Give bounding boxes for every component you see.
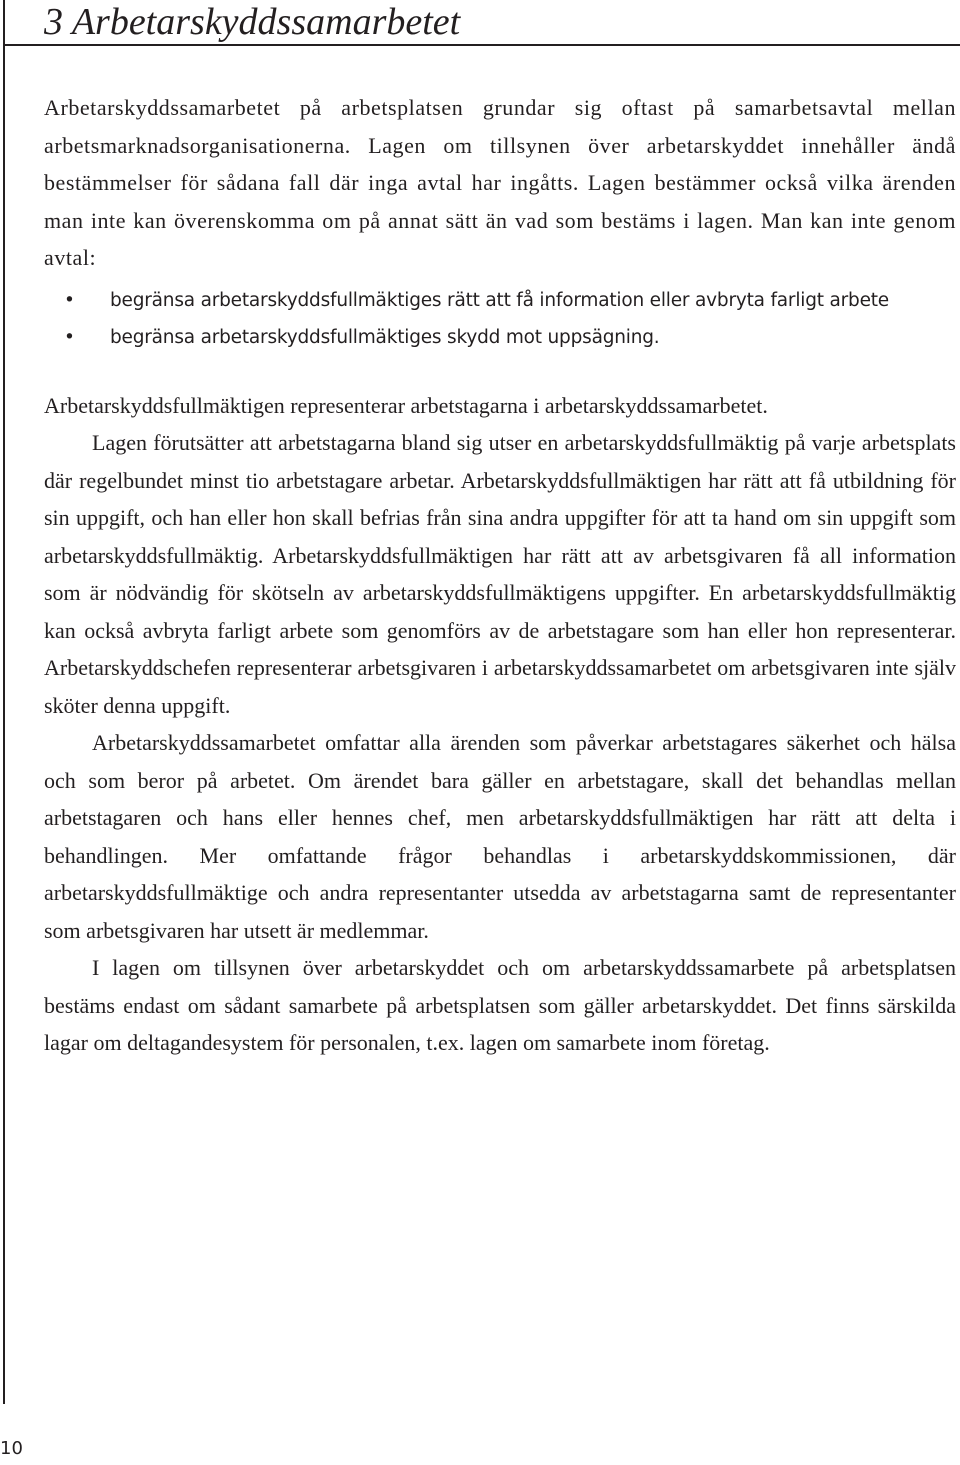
list-item xyxy=(44,284,956,319)
representative-paragraph: Arbetarskyddsfullmäktigen representerar arbetstagarna i arbetarskyddssamarbetet. xyxy=(44,392,768,418)
appointment-paragraph: Lagen förutsätter att arbetstagarna bland sig utser en arbetarskyddsfullmäktig på varje arbetsplats där regelbundet minst tio arbetstagare arbetar. Arbetarskyddsfullmäktigen har rätt att få utbildning för sin uppgift, och han eller hon skall befrias från sina andra uppgifter för att ta hand om sin uppgift som arbetarskyddsfullmäktig. Arbetarskyddsfullmäktigen har rätt att av arbetsgivaren få all information som är nödvändig för skötseln av arbetarskyddsfullmäktigens uppgifter. En arbetarskyddsfullmäktig kan också avbryta farligt arbete som genomförs av de arbetstagare som han eller hon representerar. Arbetarskyddschefen representerar arbetsgivaren i arbetarskyddssamarbetet om arbetsgivaren inte själv sköter denna uppgift. xyxy=(44,430,956,718)
margin-rule-vertical xyxy=(3,0,5,1404)
header-rule-horizontal xyxy=(3,44,960,46)
intro-paragraph: Arbetarskyddssamarbetet på arbetsplatsen grundar sig oftast på samarbetsavtal mellan arbetsmarknadsorganisationerna. Lagen om tillsynen över arbetarskyddet innehåller ändå bestämmelser för sådana fall där inga avtal har ingåtts. Lagen bestämmer också vilka ärenden man inte kan överenskomma om på annat sätt än vad som bestäms i lagen. Man kan inte genom avtal: xyxy=(44,95,956,270)
bullet-icon: • xyxy=(64,289,75,311)
page-body xyxy=(44,89,956,1062)
restriction-list xyxy=(44,284,956,356)
scope-paragraph: Arbetarskyddssamarbetet omfattar alla ärenden som påverkar arbetstagares säkerhet och hälsa och som beror på arbetet. Om ärendet bara gäller en arbetstagare, skall det behandlas mellan arbetstagaren och hans eller hennes chef, men arbetarskyddsfullmäktigen har rätt att delta i behandlingen. Mer omfattande frågor behandlas i arbetarskyddskommissionen, där arbetarskyddsfullmäktige och andra representanter utsedda av arbetstagarna samt de representanter som arbetsgivaren har utsett är medlemmar. xyxy=(44,730,956,943)
list-item xyxy=(44,321,956,356)
list-item-text: begränsa arbetarskyddsfullmäktiges skydd mot uppsägning. xyxy=(110,327,660,348)
list-item-text: begränsa arbetarskyddsfullmäktiges rätt att få information eller avbryta farligt arbete xyxy=(110,289,889,311)
legislation-paragraph: I lagen om tillsynen över arbetarskyddet och om arbetarskyddssamarbete på arbetsplatsen bestäms endast om sådant samarbete på arbetsplatsen som gäller arbetarskyddet. Det finns särskilda lagar om deltagandesystem för personalen, t.ex. lagen om samarbete inom företag. xyxy=(44,955,956,1055)
chapter-title: 3 Arbetarskyddssamarbetet xyxy=(44,1,461,43)
page-number: 10 xyxy=(0,1438,23,1459)
bullet-icon: • xyxy=(64,327,75,348)
